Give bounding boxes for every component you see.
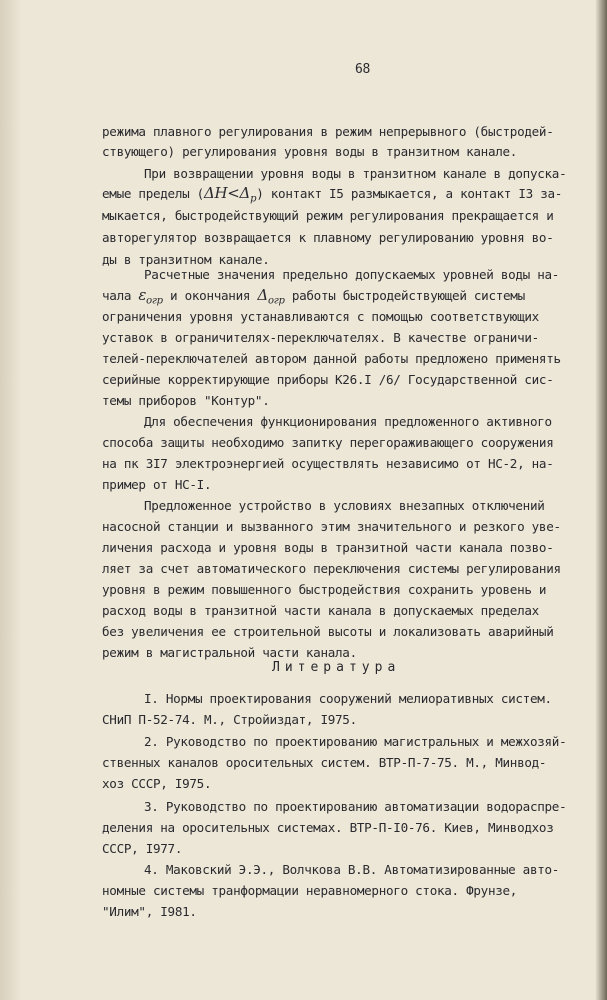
reference-line: "Илим", I981. [102,904,197,919]
body-line: ды в транзитном канале. [102,252,270,267]
reference-line: СССР, I977. [102,841,183,856]
formula-epsilon: ε [138,286,147,304]
body-line: серийные корректирующие приборы К26.I /6/ Государственной сис- [102,372,554,387]
body-line: Расчетные значения предельно допускаемых уровней воды на- [144,267,560,282]
text-fragment: чала [102,288,139,303]
body-line: ствующего) регулирования уровня воды в транзитном канале. [102,144,518,159]
body-line: без увеличения ее строительной высоты и локализовать аварийный [102,624,554,639]
body-line: пример от НС-I. [102,477,212,492]
reference-line: 4. Маковский Э.Э., Волчкова В.В. Автоматизированные авто- [144,862,560,877]
text-fragment: ) контакт I5 размыкается, а контакт I3 за- [256,186,563,201]
body-line: ляет за счет автоматического переключения системы регулирования [102,561,561,576]
text-fragment: емые пределы ( [102,186,204,201]
reference-line: 3. Руководство по проектированию автоматизации водораспре- [144,799,567,814]
reference-line: хоз СССР, I975. [102,776,212,791]
formula-delta-h: ΔH<Δ [203,184,251,202]
page-number: 68 [355,62,371,77]
body-line: Предложенное устройство в условиях внезапных отключений [144,498,545,513]
body-line: уровня в режим повышенного быстродействия сохранить уровень и [102,582,547,597]
reference-line: I. Нормы проектирования сооружений мелиоративных систем. [144,691,552,706]
reference-line: деления на оросительных системах. ВТР-П-I0-76. Киев, Минводхоз [102,820,554,835]
formula-subscript: р [250,193,257,205]
body-line: на пк 3I7 электроэнергией осуществлять независимо от НС-2, на- [102,456,554,471]
body-line: способа защиты необходимо запитку перегораживающего сооружения [102,435,554,450]
references-heading: Литература [272,660,401,675]
page-edge-shadow-left [0,0,22,1000]
body-line: личения расхода и уровня воды в транзитной части канала позво- [102,540,554,555]
body-line-with-formula [102,184,562,203]
reference-line: 2. Руководство по проектированию магистральных и межхозяй- [144,734,567,749]
body-line: мыкается, быстродействующий режим регулирования прекращается и [102,208,554,223]
page-edge-shadow-right [595,0,607,1000]
body-line: телей-переключателей автором данной работы предложено применять [102,351,561,366]
body-line: ограничения уровня устанавливаются с помощью соответствующих [102,309,539,324]
reference-line: ственных каналов оросительных систем. ВТР-П-7-75. М., Минвод- [102,755,547,770]
text-fragment: работы быстродействующей системы [284,288,525,303]
reference-line: СНиП П-52-74. М., Стройиздат, I975. [102,712,357,727]
body-line-with-formula [102,286,525,305]
body-line: расход воды в транзитной части канала в допускаемых пределах [102,603,539,618]
body-line: насосной станции и вызванного этим значительного и резкого уве- [102,519,561,534]
body-line: При возвращении уровня воды в транзитном канале в допуска- [144,166,567,181]
body-line: режима плавного регулирования в режим непрерывного (быстродей- [102,124,554,139]
body-line: Для обеспечения функционирования предложенного активного [144,414,552,429]
formula-subscript: огр [267,295,285,307]
reference-line: номные системы транформации неравномерного стока. Фрунзе, [102,883,518,898]
formula-subscript: огр [146,295,163,307]
body-line: режим в магистральной части канала. [102,645,357,660]
body-line: темы приборов "Контур". [102,393,270,408]
formula-delta: Δ [257,286,268,304]
body-line: авторегулятор возвращается к плавному регулированию уровня во- [102,230,554,245]
body-line: уставок в ограничителях-переключателях. В качестве ограничи- [102,330,539,345]
text-fragment: и окончания [162,288,258,303]
